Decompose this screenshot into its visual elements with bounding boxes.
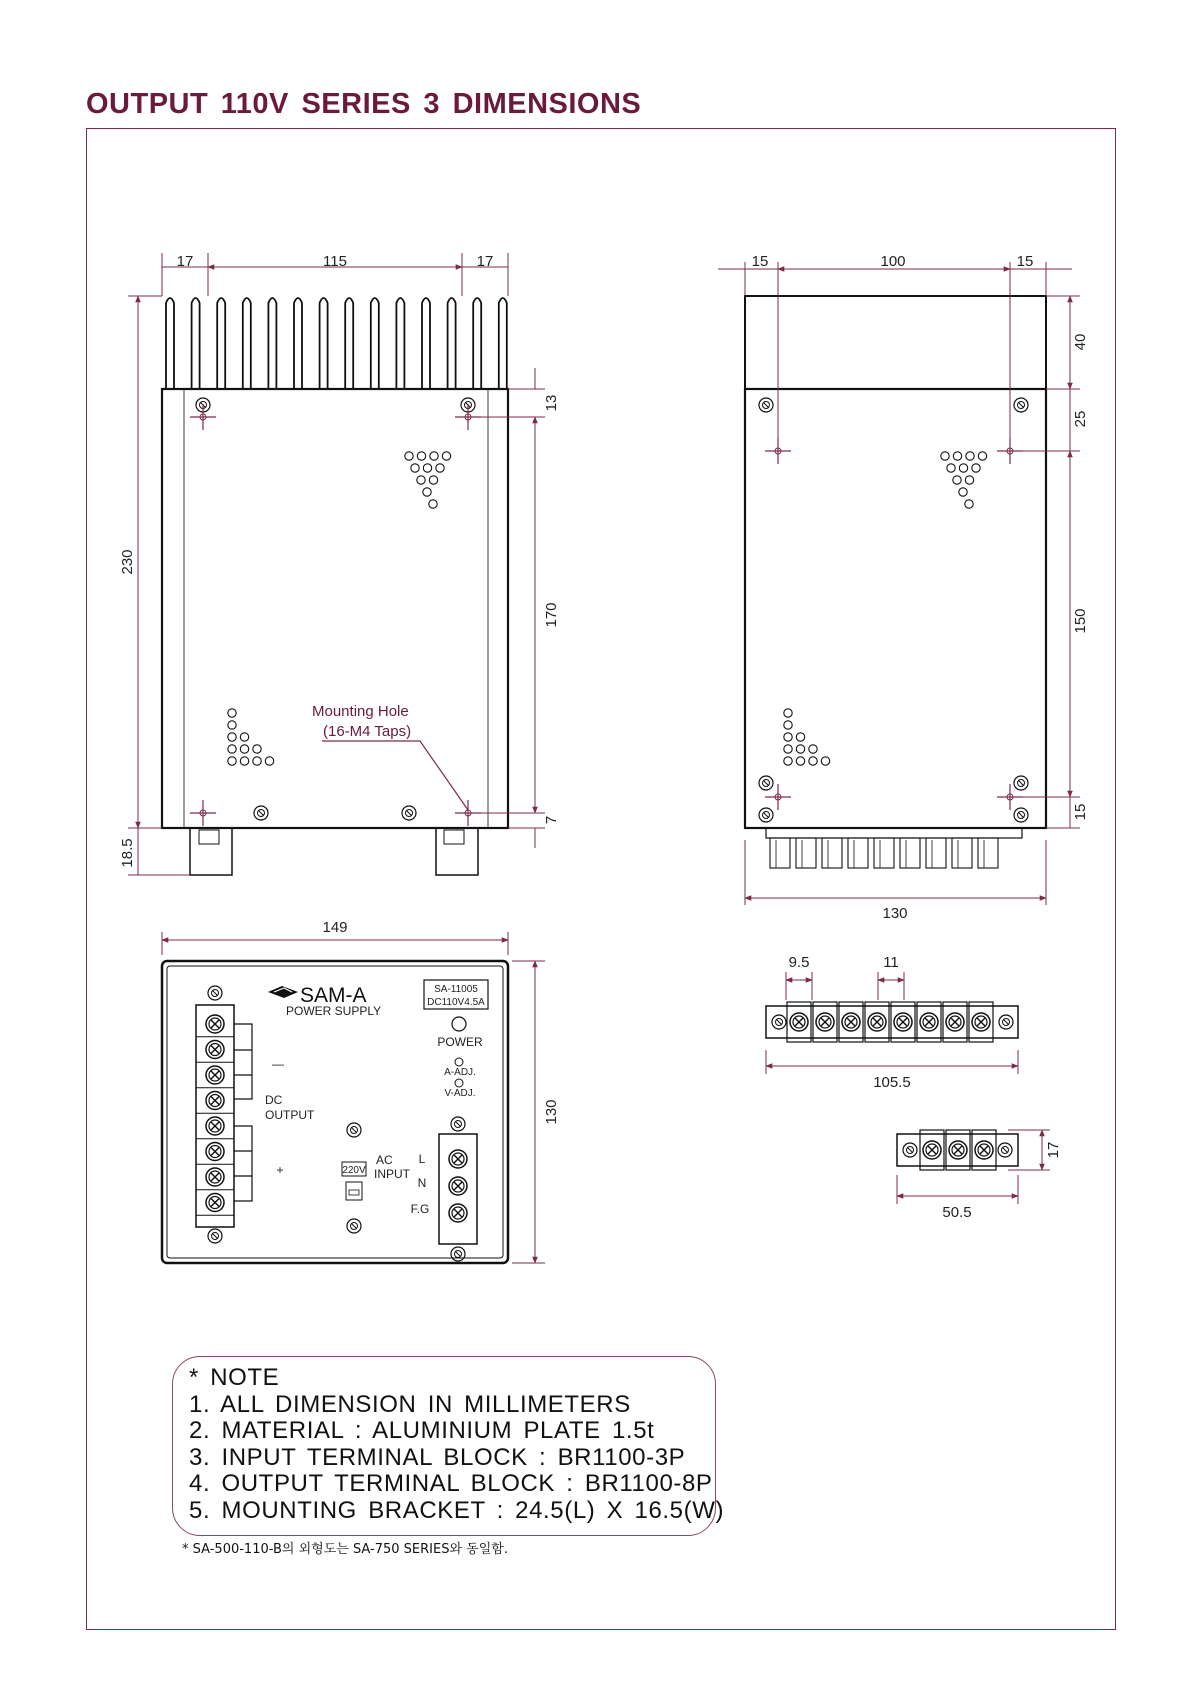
vent-hole: [953, 476, 961, 484]
vent-hole: [953, 452, 961, 460]
vent-hole: [784, 721, 792, 729]
dim-pitch-start: 9.5: [788, 954, 810, 971]
vent-holes: [941, 452, 987, 508]
side-view-body: [745, 389, 1046, 828]
vent-hole: [253, 745, 261, 753]
terminal-screw-icon: [972, 1013, 990, 1031]
vent-hole: [423, 464, 431, 472]
terminal-block-profile: [766, 828, 1022, 868]
dim-height: 230: [119, 549, 136, 575]
terminal-screw-icon: [894, 1013, 912, 1031]
side-view-heatsink: [745, 296, 1046, 389]
vent-hole: [411, 464, 419, 472]
terminal-base: [766, 828, 1022, 838]
terminal-screw-icon: [206, 1092, 224, 1110]
dim-side-left: 15: [751, 253, 769, 270]
heatsink-fin: [243, 298, 251, 389]
vent-hole: [228, 721, 236, 729]
vent-hole: [417, 476, 425, 484]
vent-hole: [941, 452, 949, 460]
note-item: 1. ALL DIMENSION IN MILLIMETERS: [189, 1390, 631, 1418]
front-view: [162, 919, 560, 1263]
screw-icon: [347, 1123, 361, 1137]
vent-hole: [784, 733, 792, 741]
vent-hole: [959, 488, 967, 496]
dim-side-top-block: 40: [1072, 333, 1089, 351]
brand-name: SAM-A: [300, 984, 367, 1007]
heatsink-fins: [166, 298, 507, 389]
notes-heading: * NOTE: [189, 1364, 280, 1391]
screw-icon: [998, 1143, 1012, 1157]
brand-subtitle: POWER SUPPLY: [286, 1004, 382, 1018]
dim-output-length: 105.5: [873, 1074, 911, 1091]
terminal-screw-icon: [946, 1013, 964, 1031]
dim-hole-span: 170: [543, 602, 560, 628]
vent-hole: [228, 733, 236, 741]
power-led-icon: [452, 1017, 466, 1031]
vent-hole: [966, 452, 974, 460]
mounting-bracket: [190, 828, 232, 875]
screw-icon: [1014, 808, 1028, 822]
ac-input-label-2: INPUT: [374, 1167, 410, 1181]
terminal-screw-icon: [206, 1066, 224, 1084]
terminal-screw-icon: [842, 1013, 860, 1031]
ac-input-label: AC: [376, 1153, 393, 1167]
vent-hole: [429, 500, 437, 508]
dim-side-center: 100: [880, 253, 906, 270]
dim-side-right: 15: [1016, 253, 1034, 270]
notes-box: [172, 1356, 725, 1536]
mounting-hole-callout-detail: (16-M4 Taps): [323, 723, 412, 740]
screw-icon: [1014, 398, 1028, 412]
note-item: 4. OUTPUT TERMINAL BLOCK : BR1100-8P: [189, 1470, 713, 1497]
terminal-screw-icon: [868, 1013, 886, 1031]
vent-holes: [784, 709, 830, 765]
heatsink-fin: [268, 298, 276, 389]
vent-hole: [978, 452, 986, 460]
note-item: 3. INPUT TERMINAL BLOCK : BR1100-3P: [189, 1443, 686, 1471]
note-item: 2. MATERIAL : ALUMINIUM PLATE 1.5t: [189, 1417, 655, 1444]
vent-hole: [965, 476, 973, 484]
vent-hole: [796, 733, 804, 741]
vent-hole: [240, 733, 248, 741]
voltage-switch-label: 220V: [342, 1165, 366, 1176]
screw-icon: [451, 1247, 465, 1261]
heatsink-fin: [166, 298, 174, 389]
a-adj-icon[interactable]: [455, 1058, 463, 1066]
terminal-screw-icon: [449, 1177, 467, 1195]
terminal-screw-icon: [206, 1168, 224, 1186]
screw-icon: [402, 806, 416, 820]
vent-hole: [423, 488, 431, 496]
vent-hole: [972, 464, 980, 472]
side-view: [718, 253, 1089, 922]
mounting-hole-callout: Mounting Hole: [312, 703, 409, 720]
note-item: 5. MOUNTING BRACKET : 24.5(L) X 16.5(W): [189, 1496, 725, 1524]
heatsink-fin: [371, 298, 379, 389]
vent-hole: [436, 464, 444, 472]
terminal-n-label: N: [417, 1176, 427, 1190]
terminal-post: [952, 838, 972, 868]
dim-top-left: 17: [176, 253, 194, 270]
heatsink-fin: [499, 298, 507, 389]
dim-side-hole-span: 150: [1072, 608, 1089, 634]
screw-icon: [772, 1015, 786, 1029]
terminal-post: [978, 838, 998, 868]
dim-top-center: 115: [323, 253, 347, 270]
vent-hole: [796, 757, 804, 765]
vent-hole: [947, 464, 955, 472]
screw-icon: [1014, 776, 1028, 790]
mounting-hole-icon: [190, 404, 216, 430]
heatsink-fin: [294, 298, 302, 389]
dim-side-bottom-offset: 15: [1072, 803, 1089, 821]
page-title: OUTPUT 110V SERIES 3 DIMENSIONS: [86, 88, 642, 120]
terminal-screw-icon: [206, 1041, 224, 1059]
v-adj-label: V-ADJ.: [444, 1088, 476, 1099]
vent-hole: [430, 452, 438, 460]
screw-icon: [759, 398, 773, 412]
vent-hole: [228, 709, 236, 717]
dim-top-right: 17: [476, 253, 494, 270]
vent-hole: [965, 500, 973, 508]
dim-side-top-offset: 25: [1072, 410, 1089, 428]
vent-hole: [442, 452, 450, 460]
heatsink-fin: [448, 298, 456, 389]
vent-hole: [959, 464, 967, 472]
heatsink-fin: [473, 298, 481, 389]
terminal-fg-label: F.G: [410, 1202, 430, 1216]
dim-bottom-offset: 7: [543, 815, 560, 825]
vent-hole: [253, 757, 261, 765]
minus-label: —: [272, 1057, 284, 1071]
terminal-l-label: L: [418, 1152, 426, 1166]
dim-input-length: 50.5: [942, 1204, 972, 1221]
vent-holes: [228, 709, 274, 765]
heatsink-fin: [422, 298, 430, 389]
terminal-post: [822, 838, 842, 868]
input-terminal-detail: [897, 1130, 1062, 1221]
terminal-screw-icon: [975, 1141, 993, 1159]
dim-top-offset: 13: [543, 394, 560, 412]
heatsink-fin: [320, 298, 328, 389]
vent-hole: [240, 745, 248, 753]
dim-bracket: 18.5: [119, 838, 136, 868]
heatsink-fin: [192, 298, 200, 389]
dim-pitch: 11: [883, 954, 899, 971]
v-adj-icon[interactable]: [455, 1079, 463, 1087]
terminal-screw-icon: [923, 1141, 941, 1159]
footnote: * SA-500-110-B의 외형도는 SA-750 SERIES와 동일함.: [182, 1542, 508, 1557]
model-rating: DC110V4.5A: [427, 997, 485, 1008]
terminal-post: [874, 838, 894, 868]
vent-hole: [417, 452, 425, 460]
mounting-hole-icon: [455, 404, 481, 430]
terminal-screw-icon: [449, 1150, 467, 1168]
screw-icon: [759, 808, 773, 822]
mounting-hole-icon: [190, 800, 216, 826]
terminal-screw-icon: [920, 1013, 938, 1031]
dc-output-label-2: OUTPUT: [265, 1108, 315, 1122]
vent-hole: [228, 757, 236, 765]
terminal-screw-icon: [206, 1194, 224, 1212]
terminal-post: [926, 838, 946, 868]
mounting-hole-icon: [765, 784, 791, 810]
vent-hole: [784, 757, 792, 765]
vent-hole: [405, 452, 413, 460]
terminal-screw-icon: [790, 1013, 808, 1031]
screw-icon: [999, 1015, 1013, 1029]
heatsink-fin: [345, 298, 353, 389]
power-label: POWER: [437, 1035, 483, 1049]
terminal-screw-icon: [206, 1015, 224, 1033]
dc-output-label: DC: [265, 1093, 283, 1107]
vent-hole: [784, 709, 792, 717]
screw-icon: [903, 1143, 917, 1157]
vent-holes: [405, 452, 451, 508]
top-view: [119, 253, 560, 875]
screw-icon: [347, 1219, 361, 1233]
screw-icon: [254, 806, 268, 820]
vent-hole: [240, 757, 248, 765]
top-view-body: [162, 389, 508, 828]
vent-hole: [429, 476, 437, 484]
heatsink-fin: [217, 298, 225, 389]
a-adj-label: A-ADJ.: [444, 1067, 476, 1078]
output-terminal-detail: [766, 954, 1018, 1091]
terminal-screw-icon: [449, 1204, 467, 1222]
terminal-screw-icon: [206, 1143, 224, 1161]
heatsink-fin: [396, 298, 404, 389]
terminal-post: [900, 838, 920, 868]
terminal-screw-icon: [206, 1117, 224, 1135]
screw-icon: [208, 986, 222, 1000]
terminal-post: [796, 838, 816, 868]
dim-side-width: 130: [882, 905, 908, 922]
screw-icon: [759, 776, 773, 790]
mounting-bracket: [436, 828, 478, 875]
dim-input-height: 17: [1045, 1141, 1062, 1159]
plus-label: +: [276, 1163, 284, 1177]
screw-icon: [208, 1229, 222, 1243]
dim-front-height: 130: [543, 1099, 560, 1125]
terminal-post: [770, 838, 790, 868]
vent-hole: [809, 757, 817, 765]
terminal-post: [848, 838, 868, 868]
vent-hole: [796, 745, 804, 753]
mounting-hole-icon: [455, 800, 481, 826]
model-number: SA-11005: [434, 984, 478, 995]
vent-hole: [228, 745, 236, 753]
terminal-screw-icon: [949, 1141, 967, 1159]
screw-icon: [451, 1117, 465, 1131]
terminal-screw-icon: [816, 1013, 834, 1031]
vent-hole: [265, 757, 273, 765]
vent-hole: [784, 745, 792, 753]
vent-hole: [821, 757, 829, 765]
dim-front-width: 149: [322, 919, 348, 936]
vent-hole: [809, 745, 817, 753]
